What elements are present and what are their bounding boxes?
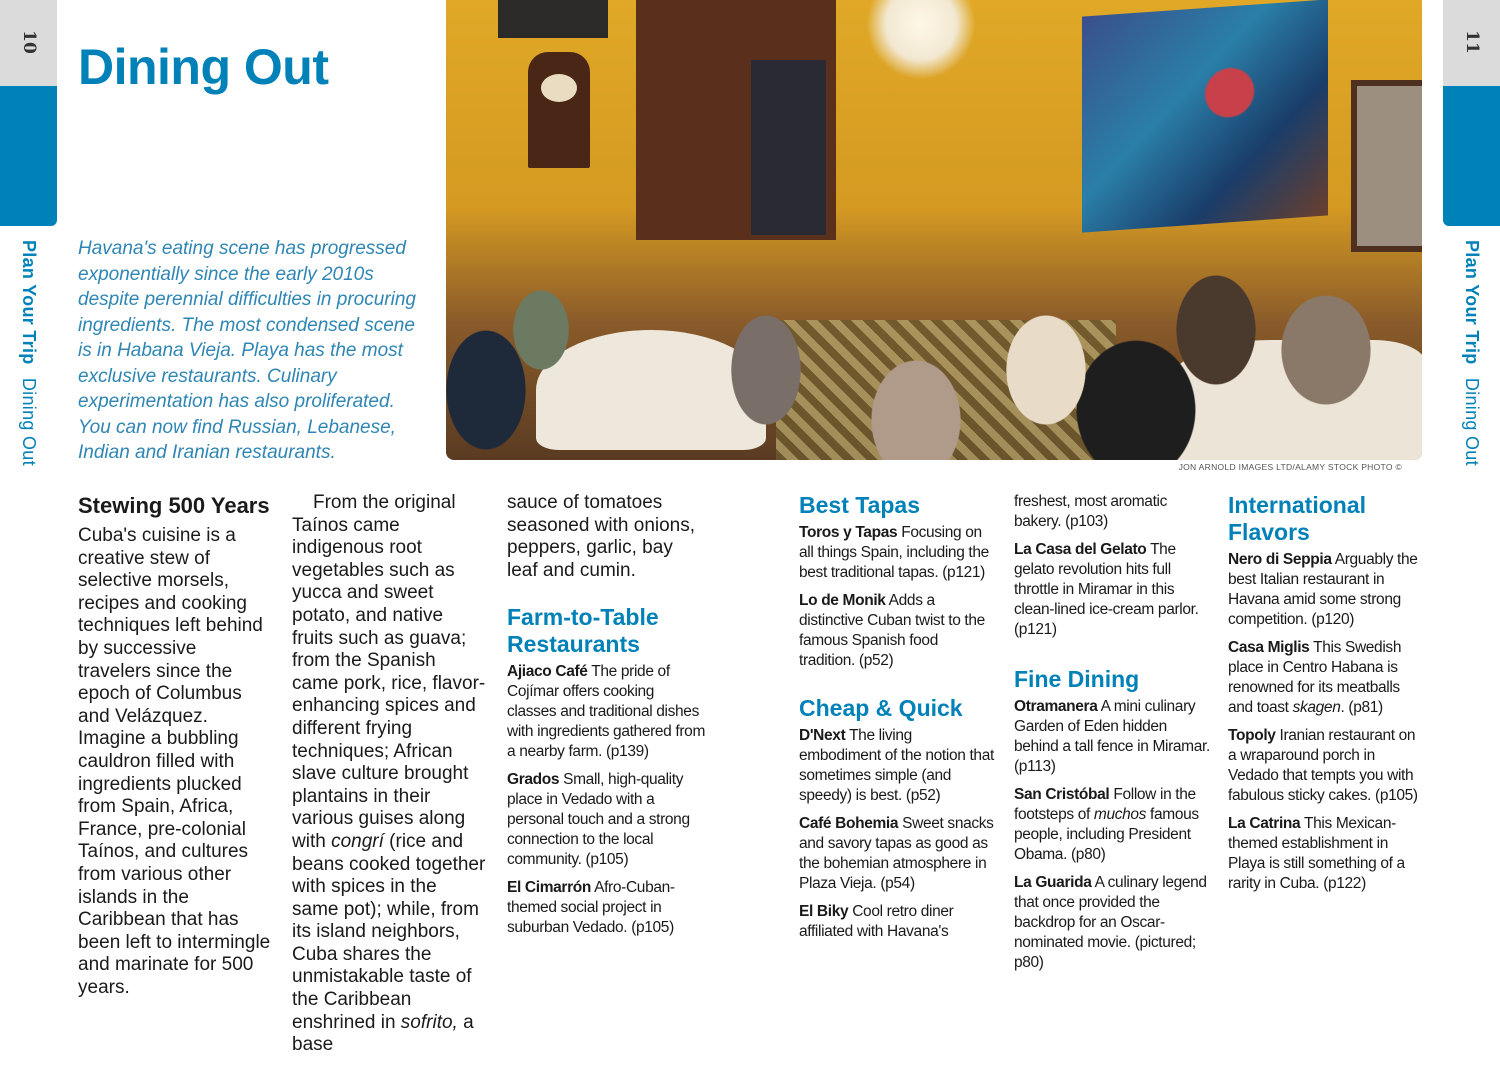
listing-name: D'Next bbox=[799, 727, 846, 744]
running-head-chapter: Dining Out bbox=[1462, 377, 1482, 466]
section-heading: Farm-to-Table Restaurants bbox=[507, 604, 659, 658]
listing-text: The living embodiment of the notion that sometimes simple (and speedy) is best. (p52) bbox=[799, 727, 994, 804]
photo-detail-grille bbox=[751, 60, 826, 235]
feature-heading: Stewing 500 Years bbox=[78, 493, 270, 518]
page-number-tab bbox=[1443, 0, 1500, 86]
listing-name: Toros y Tapas bbox=[799, 524, 898, 541]
listing-text: . (p81) bbox=[1340, 699, 1383, 716]
section-fine-dining bbox=[1014, 666, 1214, 973]
feature-column-2 bbox=[292, 492, 487, 1057]
column-6 bbox=[1228, 492, 1426, 918]
photo-detail-diners bbox=[446, 250, 1422, 460]
page-number-right: 11 bbox=[1461, 30, 1482, 54]
feature-paragraph bbox=[292, 492, 487, 1057]
listing-text: A mini culinary Garden of Eden hidden behind a tall fence in Miramar. (p113) bbox=[1014, 698, 1210, 775]
listing-text: The gelato revolution hits full throttle in Miramar in this clean-lined ice-cream parlor. (p121) bbox=[1014, 541, 1199, 638]
section-heading: Best Tapas bbox=[799, 492, 921, 518]
section-heading: Cheap & Quick bbox=[799, 695, 963, 721]
listing-entry bbox=[1014, 873, 1214, 973]
listing-name: Casa Miglis bbox=[1228, 639, 1310, 656]
listing-entry bbox=[1228, 726, 1426, 806]
listing-text: A culinary legend that once provided the backdrop for an Oscar-nominated movie. (pictured; p80) bbox=[1014, 874, 1207, 971]
listing-entry bbox=[1228, 638, 1426, 718]
column-5 bbox=[1014, 492, 1214, 997]
listing-name: Nero di Seppia bbox=[1228, 551, 1332, 568]
listing-text: Cool retro diner affiliated with Havana's bbox=[799, 903, 954, 940]
listing-name: El Biky bbox=[799, 903, 849, 920]
listing-entry bbox=[1014, 697, 1214, 777]
listing-name: San Cristóbal bbox=[1014, 786, 1110, 803]
listing-text: Adds a distinctive Cuban twist to the famous Spanish food tradition. (p52) bbox=[799, 592, 985, 669]
running-head-section: Plan Your Trip bbox=[1462, 240, 1482, 365]
text-run: a base bbox=[292, 1011, 474, 1056]
listing-name: Grados bbox=[507, 771, 560, 789]
listing-entry bbox=[507, 878, 707, 938]
listing-text: This Swedish place in Centro Habana is renowned for its meatballs and toast bbox=[1228, 639, 1402, 716]
listing-name: Topoly bbox=[1228, 727, 1276, 744]
listing-entry bbox=[799, 523, 994, 583]
photo-detail-painting bbox=[1082, 0, 1328, 233]
text-run: (rice and beans cooked together with spices in the same pot); while, from its island neighbors, Cuba shares the unmistakable taste of the Caribbean enshrined in bbox=[292, 830, 486, 1033]
photo-credit: JON ARNOLD IMAGES LTD/ALAMY STOCK PHOTO © bbox=[1178, 462, 1402, 472]
italic-term: sofrito, bbox=[400, 1011, 458, 1033]
text-run: From the original Taínos came indigenous root vegetables such as yucca and sweet potato, and native fruits such as guava; from the Spanish came pork, rice, flavor-enhancing spices and different frying techniques; African slave culture brought plantains in their various guises along with bbox=[292, 492, 486, 852]
listing-text: Focusing on all things Spain, including the best traditional tapas. (p121) bbox=[799, 524, 989, 581]
listing-text: Afro-Cuban-themed social project in suburban Vedado. (p105) bbox=[507, 879, 675, 937]
listing-entry bbox=[799, 814, 994, 894]
photo-detail-clock bbox=[528, 52, 590, 168]
listing-text: Small, high-quality place in Vedado with a personal touch and a strong connection to the local community. (p105) bbox=[507, 771, 690, 869]
section-farm-to-table bbox=[507, 604, 707, 938]
section-heading: Fine Dining bbox=[1014, 666, 1140, 692]
feature-column-1 bbox=[78, 492, 273, 999]
feature-paragraph: sauce of tomatoes seasoned with onions, peppers, garlic, bay leaf and cumin. bbox=[507, 492, 696, 581]
photo-detail-window bbox=[1351, 80, 1422, 252]
listing-name: Ajiaco Café bbox=[507, 663, 588, 681]
intro-paragraph: Havana's eating scene has progressed exponentially since the early 2010s despite perennial difficulties in procuring ingredients. The most condensed scene is in Habana Vieja. Playa has the most exclusive restaurants. Culinary experimentation has also proliferated. You can now find Russian, Lebanese, Indian and Iranian restaurants. bbox=[78, 238, 416, 463]
listing-text: Sweet snacks and savory tapas as good as the bohemian atmosphere in Plaza Vieja. (p54) bbox=[799, 815, 994, 892]
listing-text: Iranian restaurant on a wraparound porch in Vedado that tempts you with fabulous sticky cakes. (p105) bbox=[1228, 727, 1418, 804]
listing-entry bbox=[1228, 550, 1426, 630]
italic-term: congrí bbox=[331, 830, 384, 852]
running-head-left bbox=[0, 240, 57, 480]
listing-text: This Mexican-themed establishment in Playa is still something of a rarity in Cuba. (p122) bbox=[1228, 815, 1405, 892]
listing-name: El Cimarrón bbox=[507, 879, 592, 897]
chapter-color-tab bbox=[1443, 86, 1500, 226]
listing-text: Arguably the best Italian restaurant in Havana amid some strong competition. (p120) bbox=[1228, 551, 1418, 628]
listing-name: Café Bohemia bbox=[799, 815, 899, 832]
section-heading: International Flavors bbox=[1228, 492, 1367, 545]
page-title: Dining Out bbox=[78, 39, 329, 95]
section-international-flavors bbox=[1228, 492, 1426, 894]
photo-detail-chandelier bbox=[866, 0, 976, 80]
photo-detail-frame bbox=[498, 0, 608, 38]
listing-name: Lo de Monik bbox=[799, 592, 886, 609]
column-3 bbox=[507, 492, 707, 962]
page-number-left: 10 bbox=[18, 30, 39, 54]
listing-entry bbox=[1014, 540, 1214, 640]
section-best-tapas bbox=[799, 492, 994, 671]
listing-entry-continued: freshest, most aromatic bakery. (p103) bbox=[1014, 493, 1168, 530]
running-head-right bbox=[1443, 240, 1500, 480]
listing-text: famous people, including President Obama. (p80) bbox=[1014, 806, 1199, 863]
restaurant-photo bbox=[446, 0, 1422, 460]
feature-paragraph: Cuba's cuisine is a creative stew of selective morsels, recipes and cooking techniques left behind by successive travelers since the epoch of Columbus and Velázquez. Imagine a bubbling cauldron filled with ingredients plucked from Spain, Africa, France, pre-colonial Taínos, and cultures from various other islands in the Caribbean that has been left to intermingle and marinate for 500 years. bbox=[78, 525, 271, 998]
listing-text: Follow in the footsteps of bbox=[1014, 786, 1196, 823]
listing-name: La Casa del Gelato bbox=[1014, 541, 1147, 558]
italic-term: skagen bbox=[1292, 699, 1341, 716]
listing-name: La Guarida bbox=[1014, 874, 1092, 891]
photo-detail-clockface bbox=[541, 74, 577, 102]
listing-entry bbox=[799, 902, 994, 942]
chapter-color-tab bbox=[0, 86, 57, 226]
page-number-tab bbox=[0, 0, 57, 86]
listing-entry bbox=[507, 662, 707, 762]
column-4 bbox=[799, 492, 994, 966]
running-head-section: Plan Your Trip bbox=[19, 240, 39, 365]
listing-entry bbox=[799, 726, 994, 806]
listing-entry bbox=[799, 591, 994, 671]
listing-name: Otramanera bbox=[1014, 698, 1098, 715]
section-cheap-quick bbox=[799, 695, 994, 942]
running-head-chapter: Dining Out bbox=[19, 377, 39, 466]
listing-entry bbox=[1014, 785, 1214, 865]
listing-name: La Catrina bbox=[1228, 815, 1301, 832]
listing-entry bbox=[1228, 814, 1426, 894]
listing-entry bbox=[507, 770, 707, 870]
listing-text: The pride of Cojímar offers cooking classes and traditional dishes with ingredients gathered from a nearby farm. (p139) bbox=[507, 663, 706, 761]
italic-term: muchos bbox=[1093, 806, 1147, 823]
